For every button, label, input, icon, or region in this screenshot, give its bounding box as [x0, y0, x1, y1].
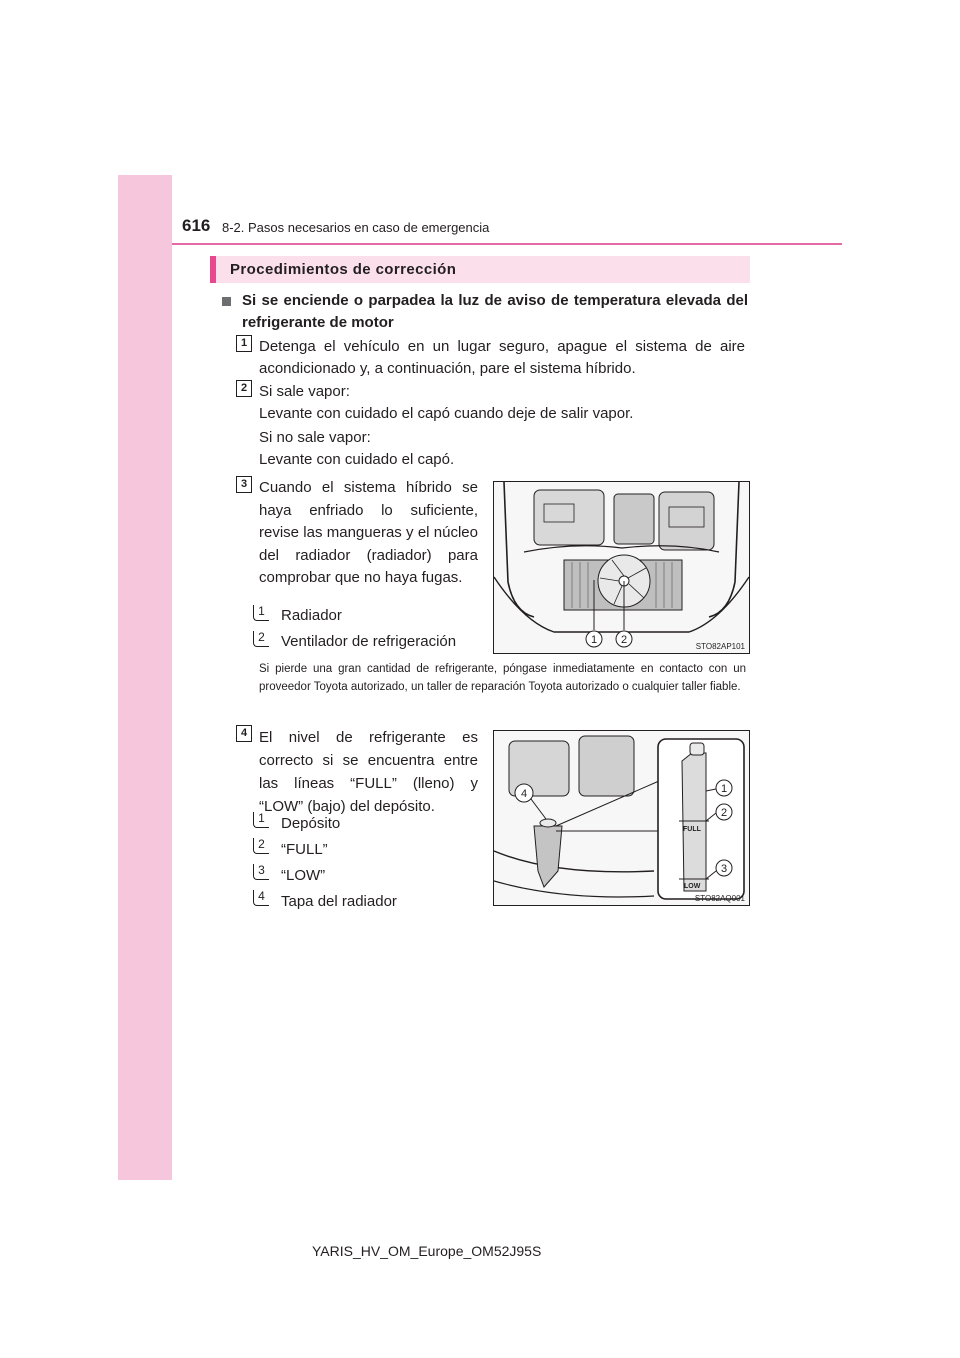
header-rule: [172, 243, 842, 245]
callout-number: 3: [253, 864, 269, 880]
callout-label-reservoir: Depósito: [281, 815, 341, 832]
callout-number: 1: [253, 812, 269, 828]
step-3-text: Cuando el sistema híbrido se haya enfriado lo suficiente, revise las mangueras y el núcleo del radiador (radiador) para comprobar que no haya fugas.: [259, 479, 478, 586]
full-line-text: FULL: [683, 826, 701, 833]
coolant-reservoir-illustration: [494, 731, 749, 905]
step-4-text: El nivel de refrigerante es correcto si se encuentra entre las líneas “FULL” (lleno) y “LOW” (bajo) del depósito.: [259, 729, 478, 815]
step-2-line: Levante con cuidado el capó cuando deje de salir vapor.: [259, 405, 634, 422]
callout-label-radiator: Radiador: [281, 607, 342, 624]
figure-code: STO82AQ001: [694, 894, 745, 903]
step-number-4: 4: [236, 725, 252, 742]
figure-marker: 2: [620, 634, 628, 646]
figure-marker: 1: [590, 634, 598, 646]
callout-label-cooling-fan: Ventilador de refrigeración: [281, 633, 457, 650]
coolant-reservoir-figure: [493, 730, 750, 906]
callout-number: 2: [253, 838, 269, 854]
chapter-title: 8-2. Pasos necesarios en caso de emergencia: [222, 220, 490, 235]
footer-document-id: YARIS_HV_OM_Europe_OM52J95S: [312, 1243, 542, 1259]
step-number-3: 3: [236, 476, 252, 493]
step-2-line: Levante con cuidado el capó.: [259, 451, 455, 468]
figure-marker: 4: [520, 788, 528, 800]
warning-note: Si pierde una gran cantidad de refrigerante, póngase inmediatamente en contacto con un proveedor Toyota autorizado, un taller de reparación Toyota autorizado o cualquier taller fiable.: [259, 663, 746, 693]
figure-code: STO82AP101: [695, 642, 745, 651]
step-number-1: 1: [236, 335, 252, 352]
lead-text: Si se enciende o parpadea la luz de aviso de temperatura elevada del refrigerante de motor: [242, 292, 748, 331]
page-number: 616: [182, 216, 211, 235]
callout-label-full: “FULL”: [281, 841, 328, 858]
step-2-text: [259, 381, 745, 425]
callout-number: 2: [253, 631, 269, 647]
low-line-text: LOW: [684, 883, 701, 890]
step-2-line: Si no sale vapor:: [259, 429, 371, 446]
engine-bay-illustration: [494, 482, 749, 653]
figure-marker: 3: [720, 863, 728, 875]
figure-marker: 1: [720, 783, 728, 795]
callout-number: 4: [253, 890, 269, 906]
step-2-line: Si sale vapor:: [259, 383, 350, 400]
side-tab-bar: [118, 175, 172, 1180]
square-bullet-icon: [222, 297, 231, 306]
step-1-text: Detenga el vehículo en un lugar seguro, apague el sistema de aire acondicionado y, a continuación, pare el sistema híbrido.: [259, 338, 745, 377]
section-heading-bar: [210, 256, 750, 283]
step-2-alt-text: [259, 427, 745, 471]
figure-marker: 2: [720, 807, 728, 819]
callout-number: 1: [253, 605, 269, 621]
engine-bay-figure: [493, 481, 750, 654]
callout-label-low: “LOW”: [281, 867, 326, 884]
step-number-2: 2: [236, 380, 252, 397]
callout-label-radiator-cap: Tapa del radiador: [281, 893, 397, 910]
section-title: Procedimientos de corrección: [230, 261, 457, 278]
lead-heading: [222, 290, 748, 334]
